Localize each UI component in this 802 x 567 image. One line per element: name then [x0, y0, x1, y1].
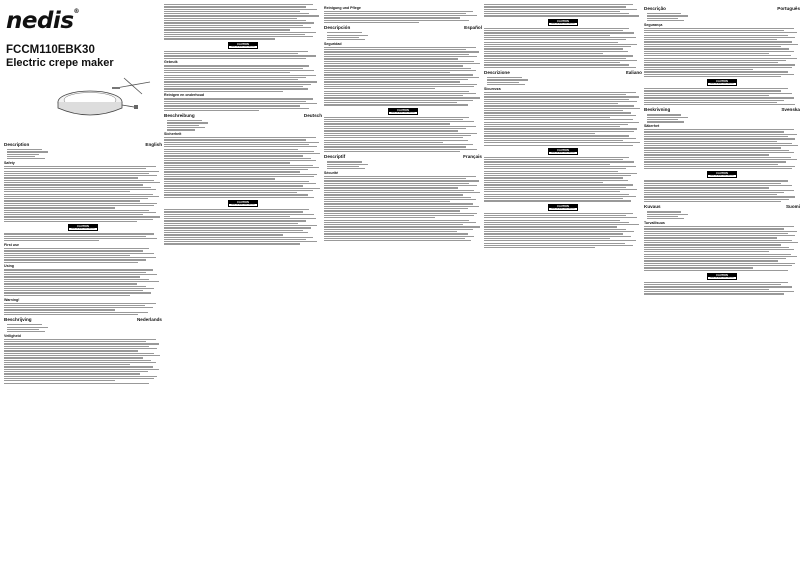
section-header-beskrivning: Beskrivning Svenska: [644, 107, 800, 113]
subhead-sicherheit: Sicherheit: [164, 132, 182, 137]
caution-label: CAUTION RISK OF ELECTRIC SHOCK: [707, 171, 737, 178]
model-number: FCCM110EBK30: [6, 44, 95, 56]
caution-label: CAUTION RISK OF ELECTRIC SHOCK: [228, 200, 258, 207]
caution-label: CAUTION RISK OF ELECTRIC SHOCK: [68, 224, 98, 231]
subhead-securite: Sécurité: [324, 170, 339, 175]
subhead-safety: Safety: [4, 160, 15, 165]
caution-label: CAUTION RISK OF ELECTRIC SHOCK: [548, 204, 578, 211]
subhead-gebruik: Gebruik: [164, 60, 178, 65]
caution-label: CAUTION RISK OF ELECTRIC SHOCK: [388, 108, 418, 115]
caution-label: CAUTION RISK OF ELECTRIC SHOCK: [707, 79, 737, 86]
subhead-warning: Warning!: [4, 297, 20, 302]
brand-logo: nedis®: [6, 8, 80, 34]
caution-label: CAUTION RISK OF ELECTRIC SHOCK: [228, 42, 258, 49]
column-english: [4, 140, 162, 564]
column-german-spanish-french: [324, 4, 482, 564]
section-header-kuvaus: Kuvaus Suomi: [644, 204, 800, 210]
product-title: Electric crepe maker: [6, 57, 114, 69]
section-header-descripcion: Descripción Español: [324, 25, 482, 31]
section-header-beschreibung: Beschreibung Deutsch: [164, 113, 322, 119]
subhead-first-use: First use: [4, 242, 19, 247]
section-header-description: Description English: [4, 142, 162, 147]
caution-label: CAUTION RISK OF ELECTRIC SHOCK: [548, 148, 578, 155]
subhead-using: Using: [4, 264, 14, 269]
crepe-maker-illustration: [50, 72, 160, 132]
subhead-sakerhet: Säkerhet: [644, 124, 660, 129]
subhead-turvallisuus: Turvallisuus: [644, 220, 665, 225]
subhead-seguranca: Segurança: [644, 22, 663, 27]
section-header-beschrijving: Beschrijving Nederlands: [4, 317, 162, 323]
subhead-reinigung: Reinigung und Pflege: [324, 5, 361, 10]
subhead-reinigen: Reinigen en onderhoud: [164, 93, 205, 98]
column-italian-portuguese: [484, 4, 642, 564]
caution-label: CAUTION RISK OF ELECTRIC SHOCK: [707, 273, 737, 280]
subhead-veiligheid: Veiligheid: [4, 333, 21, 338]
subhead-sicurezza: Sicurezza: [484, 86, 501, 91]
subhead-seguridad: Seguridad: [324, 41, 342, 46]
column-portuguese-swedish-finnish: [644, 4, 800, 564]
column-dutch-german: [164, 4, 322, 564]
section-header-descriptif: Descriptif Français: [324, 154, 482, 160]
section-header-descrizione: Descrizione Italiano: [484, 70, 642, 76]
caution-label: CAUTION RISK OF ELECTRIC SHOCK: [548, 19, 578, 26]
section-header-descricao: Descrição Português: [644, 6, 800, 11]
